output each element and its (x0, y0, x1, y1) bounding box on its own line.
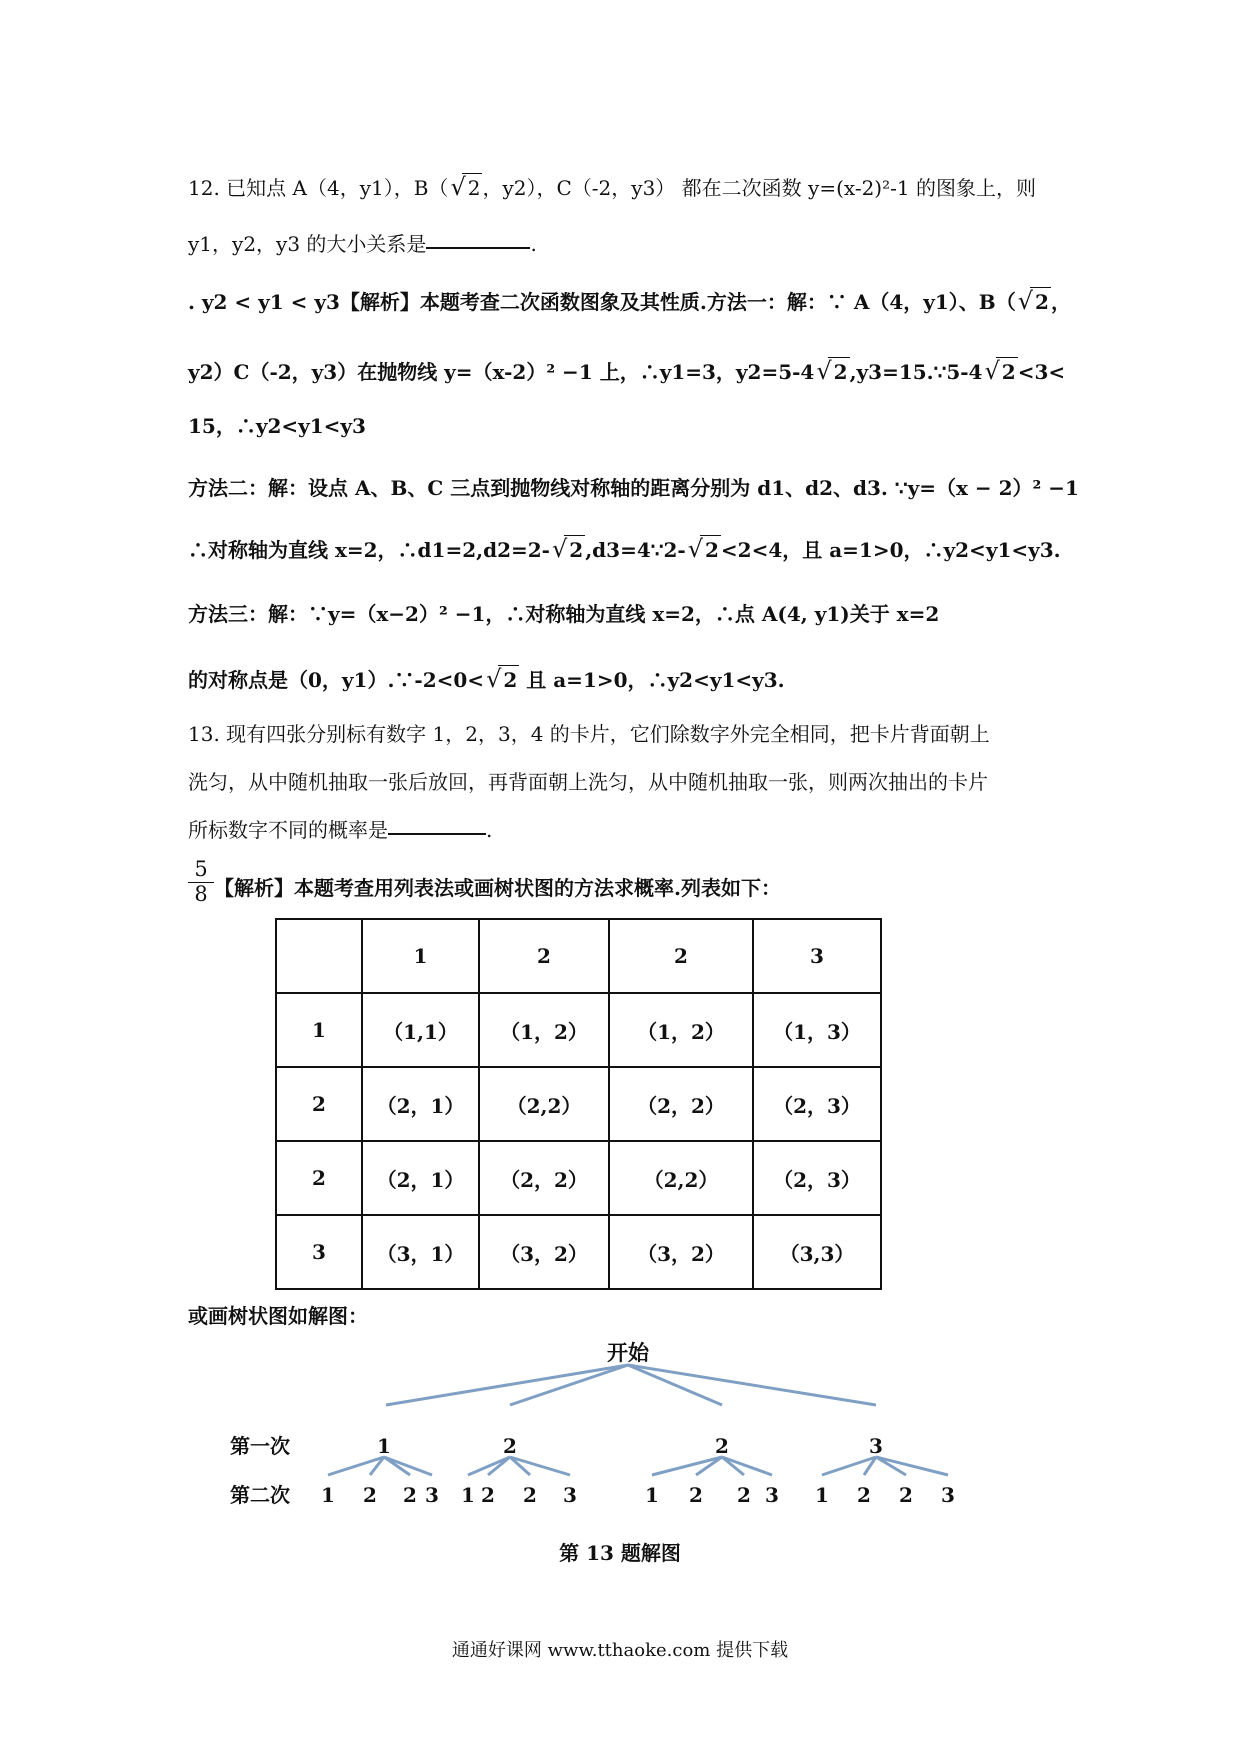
sol12-text-2b: ,y3=15.∵5-4 (849, 360, 983, 384)
tree-branch-line (386, 1365, 628, 1405)
tree-level2-node: 2 (899, 1483, 913, 1507)
tree-level2-node: 1 (461, 1483, 475, 1507)
tree-level2-node: 1 (321, 1483, 335, 1507)
sol12-line-4: 方法二：解：设点 A、B、C 三点到抛物线对称轴的距离分别为 d1、d2、d3. ∵y=（x − 2）² −1 (188, 476, 1079, 500)
sol12-line-6: 方法三：解：∵y=（x−2）² −1，∴对称轴为直线 x=2，∴点 A(4, y1)关于 x=2 (188, 602, 940, 626)
q12-line-1: 12. 已知点 A（4，y1），B（√ 2 ，y2），C（-2，y3） 都在二次函数 y=(x-2)²-1 的图象上，则 (188, 172, 1036, 201)
tree-level2-node: 1 (645, 1483, 659, 1507)
table-cell: （1，2） (479, 993, 609, 1067)
table-cell: （3，2） (479, 1215, 609, 1289)
table-row (276, 1215, 881, 1289)
q12-question: y1，y2，y3 的大小关系是 (188, 232, 427, 256)
probability-tree-diagram (0, 1330, 1240, 1590)
answer-blank (388, 832, 486, 835)
table-cell: （1,1） (362, 993, 479, 1067)
tree-level2-node: 1 (815, 1483, 829, 1507)
q12-point-a: A（4，y1） (292, 176, 394, 200)
sol13-text: 【解析】本题考查用列表法或画树状图的方法求概率.列表如下： (214, 876, 781, 900)
tree-level2-node: 3 (765, 1483, 779, 1507)
q13-question: 所标数字不同的概率是 (188, 818, 388, 842)
fraction-denominator: 8 (194, 882, 208, 907)
table-cell: （1，3） (753, 993, 881, 1067)
sol12-text-7b: 且 a=1>0，∴y2<y1<y3. (519, 668, 785, 692)
q12-point-b-post: ，y2） (482, 176, 537, 200)
tree-level2-node: 2 (857, 1483, 871, 1507)
table-cell: （3，1） (362, 1215, 479, 1289)
tree-level2-node: 3 (941, 1483, 955, 1507)
tree-level2-node: 2 (689, 1483, 703, 1507)
sol12-line-7 (188, 664, 785, 693)
sol12-text-1a: . y2 < y1 < y3【解析】本题考查二次函数图象及其性质.方法一：解：∵ A（4，y1）、B（ (188, 290, 1016, 314)
tree-level2-label: 第二次 (230, 1483, 290, 1507)
sol12-line-1 (188, 286, 1071, 315)
tree-level2-node: 2 (737, 1483, 751, 1507)
table-header-row (276, 919, 881, 993)
table-cell: 1 (362, 919, 479, 993)
tree-branch-line (876, 1457, 948, 1475)
tree-caption: 第 13 题解图 (559, 1541, 681, 1565)
q12-point-c: C（-2，y3） (556, 176, 676, 200)
answer-blank (426, 246, 530, 249)
table-cell: （1，2） (609, 993, 753, 1067)
table-cell: 2 (276, 1141, 362, 1215)
table-cell: （2，1） (362, 1141, 479, 1215)
sol12-line-5 (188, 534, 1061, 563)
table-cell: （3,3） (753, 1215, 881, 1289)
table-cell: 1 (276, 993, 362, 1067)
probability-table (275, 918, 882, 1290)
q13-line-2: 洗匀，从中随机抽取一张后放回，再背面朝上洗匀，从中随机抽取一张，则两次抽出的卡片 (188, 770, 988, 794)
tree-level1-node: 1 (377, 1434, 391, 1458)
table-row (276, 1141, 881, 1215)
sol12-text-5b: ,d3=4∵2- (585, 538, 686, 562)
table-cell: （2，2） (609, 1067, 753, 1141)
tree-level1-node: 2 (715, 1434, 729, 1458)
tree-level2-node: 2 (363, 1483, 377, 1507)
sol12-text-2c: <3< (1017, 360, 1066, 384)
table-cell: 3 (276, 1215, 362, 1289)
table-cell: （2，1） (362, 1067, 479, 1141)
tree-level1-node: 2 (503, 1434, 517, 1458)
table-row (276, 1067, 881, 1141)
table-cell: 3 (753, 919, 881, 993)
table-cell: 2 (609, 919, 753, 993)
sqrt-symbol: √ 2 (828, 357, 849, 384)
q13-line-1: 13. 现有四张分别标有数字 1，2，3，4 的卡片，它们除数字外完全相同，把卡片背面朝上 (188, 722, 990, 746)
sol12-line-2 (188, 356, 1065, 385)
sqrt-symbol: √ 2 (996, 357, 1017, 384)
tree-level2-node: 2 (523, 1483, 537, 1507)
sqrt-symbol: √ 2 (1030, 287, 1051, 314)
sol12-line-3: 15，∴y2<y1<y3 (188, 414, 366, 438)
tree-branch-line (510, 1365, 628, 1405)
footer: 通通好课网 www.tthaoke.com 提供下载 (451, 1640, 789, 1661)
sol12-text-5c: <2<4，且 a=1>0，∴y2<y1<y3. (720, 538, 1061, 562)
table-cell: （2，2） (479, 1141, 609, 1215)
q13-period: . (486, 818, 493, 842)
sqrt-symbol: √ 2 (498, 665, 519, 692)
sol12-text-7a: 的对称点是（0，y1）.∵-2<0< (188, 668, 485, 692)
q12-point-b-pre: B（ (413, 176, 449, 200)
tree-branch-line (822, 1457, 876, 1475)
sqrt-symbol: √ 2 (700, 535, 721, 562)
table-cell: 2 (276, 1067, 362, 1141)
sol12-text-5a: ∴对称轴为直线 x=2，∴d1=2,d2=2- (188, 538, 550, 562)
tree-root: 开始 (607, 1340, 649, 1365)
tree-branch-line (628, 1365, 722, 1405)
tree-intro: 或画树状图如解图： (188, 1304, 368, 1328)
answer-fraction (188, 858, 214, 906)
tree-level2-node: 2 (481, 1483, 495, 1507)
tree-level1-node: 3 (869, 1434, 883, 1458)
tree-level1-label: 第一次 (230, 1434, 290, 1458)
tree-lines (328, 1365, 948, 1475)
tree-level2-node: 2 (403, 1483, 417, 1507)
table-cell: （2,2） (609, 1141, 753, 1215)
table-cell: （2，3） (753, 1141, 881, 1215)
table-row (276, 993, 881, 1067)
tree-branch-line (628, 1365, 876, 1405)
tree-branch-line (722, 1457, 772, 1475)
q12-line-2 (188, 228, 537, 257)
q12-period: . (530, 232, 537, 256)
sqrt-symbol: √ 2 (564, 535, 585, 562)
table-cell: （2，3） (753, 1067, 881, 1141)
q12-stem-b: 都在二次函数 y=(x-2)²-1 的图象上，则 (675, 176, 1036, 200)
table-cell: 2 (479, 919, 609, 993)
q12-stem-a: 12. 已知点 (188, 176, 293, 200)
sol12-text-2a: y2）C（-2，y3）在抛物线 y=（x-2）² −1 上，∴y1=3，y2=5-4 (188, 360, 815, 384)
table-cell (276, 919, 362, 993)
tree-level2-node: 3 (425, 1483, 439, 1507)
tree-level2-node: 3 (563, 1483, 577, 1507)
sqrt-symbol: √ 2 (462, 173, 482, 200)
fraction-numerator: 5 (188, 858, 214, 883)
table-cell: （3，2） (609, 1215, 753, 1289)
q13-line-3 (188, 814, 492, 843)
sol12-text-1b: ， (1050, 290, 1071, 314)
table-cell: （2,2） (479, 1067, 609, 1141)
